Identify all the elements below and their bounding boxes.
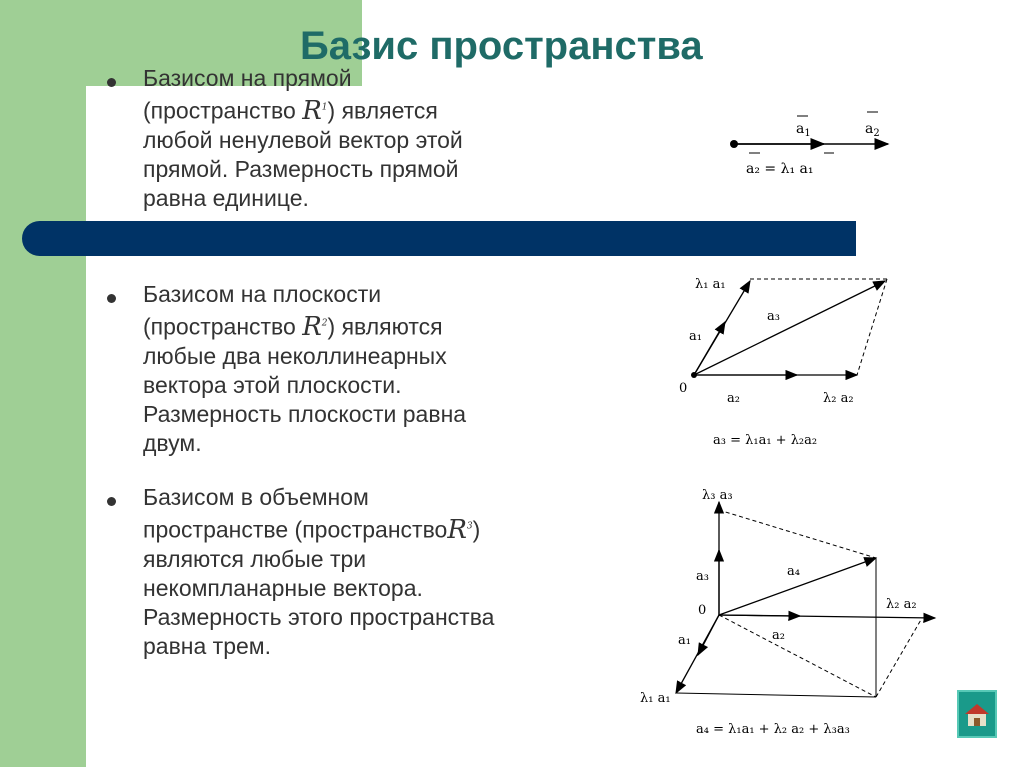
label-a3: a₃ xyxy=(767,309,780,324)
label-a2: a₂ xyxy=(727,391,740,406)
r3-symbol: $R^3$ xyxy=(447,514,473,545)
paragraph-space-basis xyxy=(143,483,494,661)
label-a1: a₁ xyxy=(678,633,691,648)
decor-navy-bar xyxy=(22,221,856,256)
formula-line: a₂ = λ₁ a₁ xyxy=(746,161,814,177)
para2-line5: Размерность плоскости равна xyxy=(143,400,467,427)
label-l2a2: λ₂ a₂ xyxy=(886,597,917,612)
slide-title: Базис пространства xyxy=(300,24,703,68)
home-icon xyxy=(959,692,995,736)
paragraph-line-basis xyxy=(143,64,463,213)
para3-line4: некомпланарные вектора. xyxy=(143,574,423,601)
label-a4: a₄ xyxy=(787,564,800,579)
fig2-origin: 0 xyxy=(679,381,688,396)
figure-plane-vectors xyxy=(675,262,905,467)
para1-line2: (пространство $R^1$) является xyxy=(143,95,438,126)
para3-line3: являются любые три xyxy=(143,545,367,572)
para2-line3: любые два неколлинеарных xyxy=(143,342,447,369)
fig3-origin: 0 xyxy=(698,603,707,618)
para1-line4: прямой. Размерность прямой xyxy=(143,155,459,182)
label-l1a1: λ₁ a₁ xyxy=(640,691,671,706)
para1-line1: Базисом на прямой xyxy=(143,65,352,91)
bullet-2 xyxy=(107,294,116,303)
label-l3a3: λ₃ a₃ xyxy=(702,488,733,503)
label-a3: a₃ xyxy=(696,569,709,584)
r1-symbol: $R^1$ xyxy=(302,95,328,126)
figure-line-vectors xyxy=(716,95,924,215)
para3-line1: Базисом в объемном xyxy=(143,484,369,510)
figure-space-vectors xyxy=(632,480,950,742)
label-l1a1: λ₁ a₁ xyxy=(695,277,726,292)
home-button[interactable] xyxy=(957,690,997,738)
bullet-1 xyxy=(107,78,116,87)
label-a2: a₂ xyxy=(772,628,785,643)
label-a2: $a_2$ xyxy=(865,121,880,139)
para3-line5: Размерность этого пространства xyxy=(143,603,495,630)
vector-a2-short xyxy=(719,615,800,616)
para3-line2: пространстве (пространствоR$^3$) xyxy=(143,514,481,545)
formula-plane: a₃ = λ₁a₁ + λ₂a₂ xyxy=(713,433,818,448)
para2-line6: двум. xyxy=(143,429,202,456)
formula-space: a₄ = λ₁a₁ + λ₂ a₂ + λ₃a₃ xyxy=(696,722,850,737)
r2-symbol: $R^2$ xyxy=(302,311,328,342)
para1-line3: любой ненулевой вектор этой xyxy=(143,126,463,153)
para3-line6: равна трем. xyxy=(143,632,272,659)
para2-line1: Базисом на плоскости xyxy=(143,281,382,307)
vector-a1-short xyxy=(698,615,719,655)
para1-line5: равна единице. xyxy=(143,184,309,211)
bullet-3 xyxy=(107,497,116,506)
para2-line2: (пространство $R^2$) являются xyxy=(143,311,443,342)
decor-green-left xyxy=(0,0,86,767)
label-a1: $a_1$ xyxy=(796,121,811,139)
paragraph-plane-basis xyxy=(143,280,466,458)
label-l2a2: λ₂ a₂ xyxy=(823,391,854,406)
label-a1: a₁ xyxy=(689,329,702,344)
para2-line4: вектора этой плоскости. xyxy=(143,371,402,398)
